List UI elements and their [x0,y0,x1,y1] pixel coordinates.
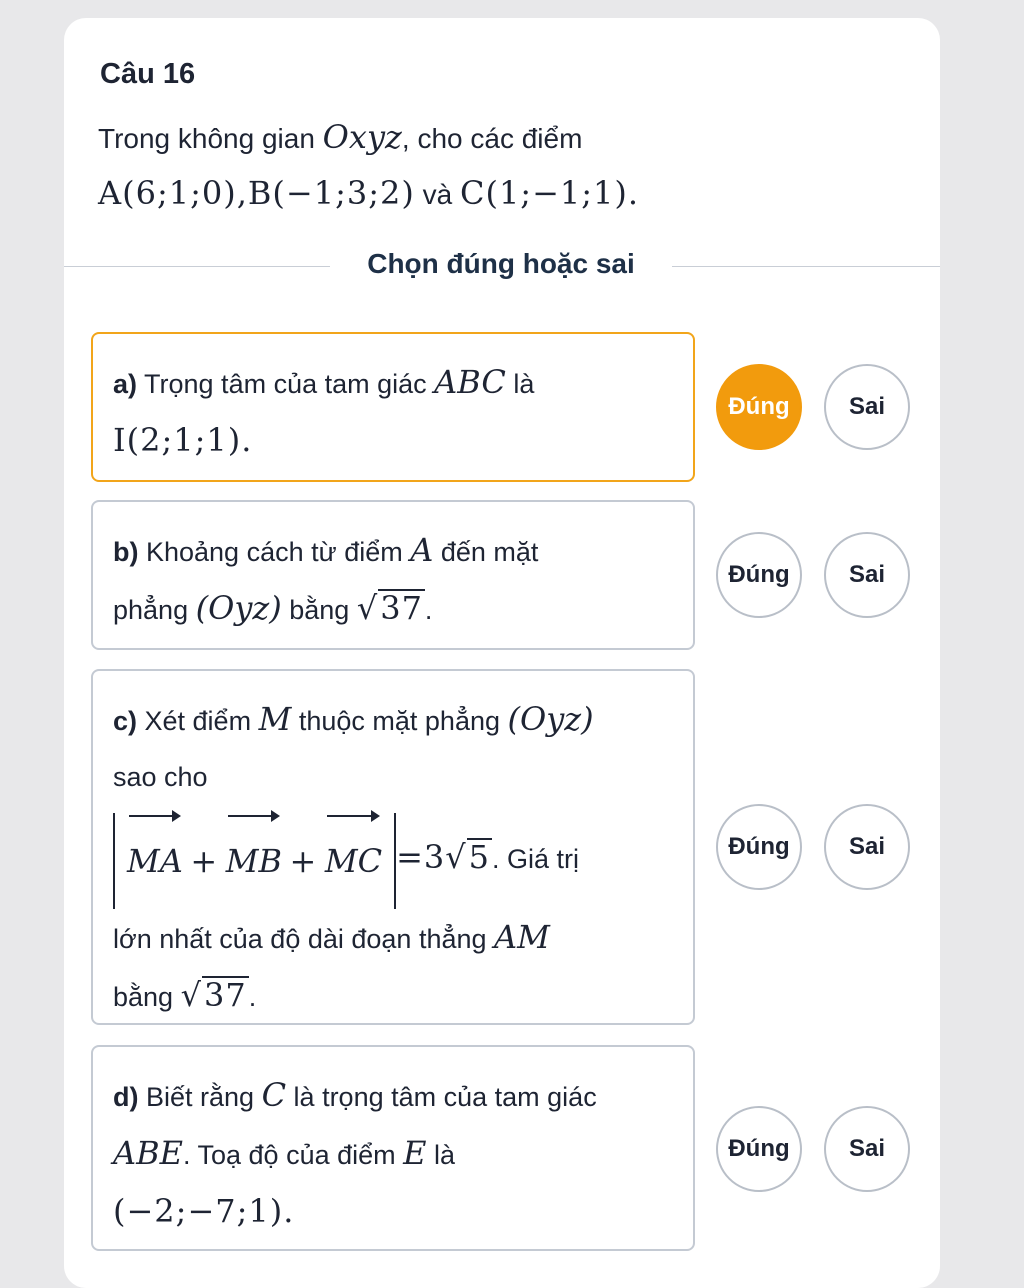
statement-b-sqrt: 37 [380,589,423,627]
statement-c-text2: thuộc mặt phẳng [291,706,508,736]
statement-b-false-button[interactable]: Sai [824,532,910,618]
statement-b-line2-end: . [424,595,433,625]
statement-c-line5-sqrt: 37 [203,976,247,1014]
point-c: C(1;−1;1). [459,174,640,212]
statement-b-true-button[interactable]: Đúng [716,532,802,618]
statement-a-text1: Trọng tâm của tam giác [137,369,435,399]
statement-b-line2-prefix: phẳng [113,595,196,625]
section-divider [64,244,940,288]
vector-mb: MB [226,813,282,909]
statement-a-letter: a) [113,369,138,399]
statement-c-line2: sao cho [113,762,208,792]
statement-d-math1: C [261,1076,287,1114]
statement-c-text1: Xét điểm [137,706,259,736]
statement-c-line4-prefix: lớn nhất của độ dài đoạn thẳng [113,924,495,954]
statement-d-text2: là trọng tâm của tam giác [286,1082,597,1112]
statement-d-line2-mid: . Toạ độ của điểm [182,1140,404,1170]
statement-a [91,332,695,482]
statement-a-false-button[interactable]: Sai [824,364,910,450]
plus-sign-1: + [190,841,219,880]
statement-c-eq: =3 [396,838,446,876]
point-a: A(6;1;0) [98,174,237,212]
statement-b-letter: b) [113,537,139,567]
question-space-math: Oxyz [322,118,402,156]
statement-c: c) Xét điểm M thuộc mặt phẳng (Oyz) sao cho MA + MB + MC =3√5. Giá trị lớn nhất của độ dài đoạn thẳng AM bằng √37. [91,669,695,1025]
plus-sign-2: + [289,841,318,880]
statement-b-math1: A [410,531,434,569]
statement-d-text1: Biết rằng [138,1082,262,1112]
divider-line-right [672,266,940,267]
statement-d [91,1045,695,1251]
vector-sum-abs [113,813,396,909]
statement-b: b) Khoảng cách từ điểm A đến mặt phẳng (Oyz) bằng √37. [91,500,695,650]
statement-c-sqrt: 5 [468,838,491,876]
statement-c-math1: M [258,700,292,738]
question-connector: và [414,179,460,210]
vector-mc: MC [325,813,382,909]
divider-line-left [64,266,330,267]
statement-d-line3: (−2;−7;1). [113,1192,295,1230]
statement-c-true-button[interactable]: Đúng [716,804,802,890]
statement-c-line4-math: AM [494,918,550,956]
question-text [98,110,898,222]
statement-b-line2-mid: bằng [281,595,357,625]
statement-a-math1: ABC [434,363,506,401]
vector-ma: MA [127,813,183,909]
question-text-prefix: Trong không gian [98,123,323,154]
statement-a-text2: là [505,369,535,399]
statement-b-line2-math: (Oyz) [195,589,282,627]
statement-a-line2: I(2;1;1). [113,421,253,459]
point-b: ,B(−1;3;2) [236,174,415,212]
question-title: Câu 16 [100,58,196,90]
statement-c-line5-prefix: bằng [113,982,181,1012]
statement-d-true-button[interactable]: Đúng [716,1106,802,1192]
statement-d-letter: d) [113,1082,139,1112]
statement-c-tail: . Giá trị [492,844,580,874]
statement-c-math2: (Oyz) [507,700,594,738]
statement-c-line5-end: . [248,982,257,1012]
statement-a-true-button[interactable]: Đúng [716,364,802,450]
statement-b-text1: Khoảng cách từ điểm [138,537,411,567]
statement-d-false-button[interactable]: Sai [824,1106,910,1192]
statement-b-text2: đến mặt [433,537,539,567]
statement-d-line2-math: ABE [113,1134,183,1172]
statement-d-line2-end: là [426,1140,456,1170]
statement-c-false-button[interactable]: Sai [824,804,910,890]
question-card [64,18,940,1288]
statement-d-line2-math2: E [403,1134,427,1172]
divider-label: Chọn đúng hoặc sai [367,248,635,279]
statement-c-letter: c) [113,706,138,736]
question-text-suffix: , cho các điểm [401,123,583,154]
